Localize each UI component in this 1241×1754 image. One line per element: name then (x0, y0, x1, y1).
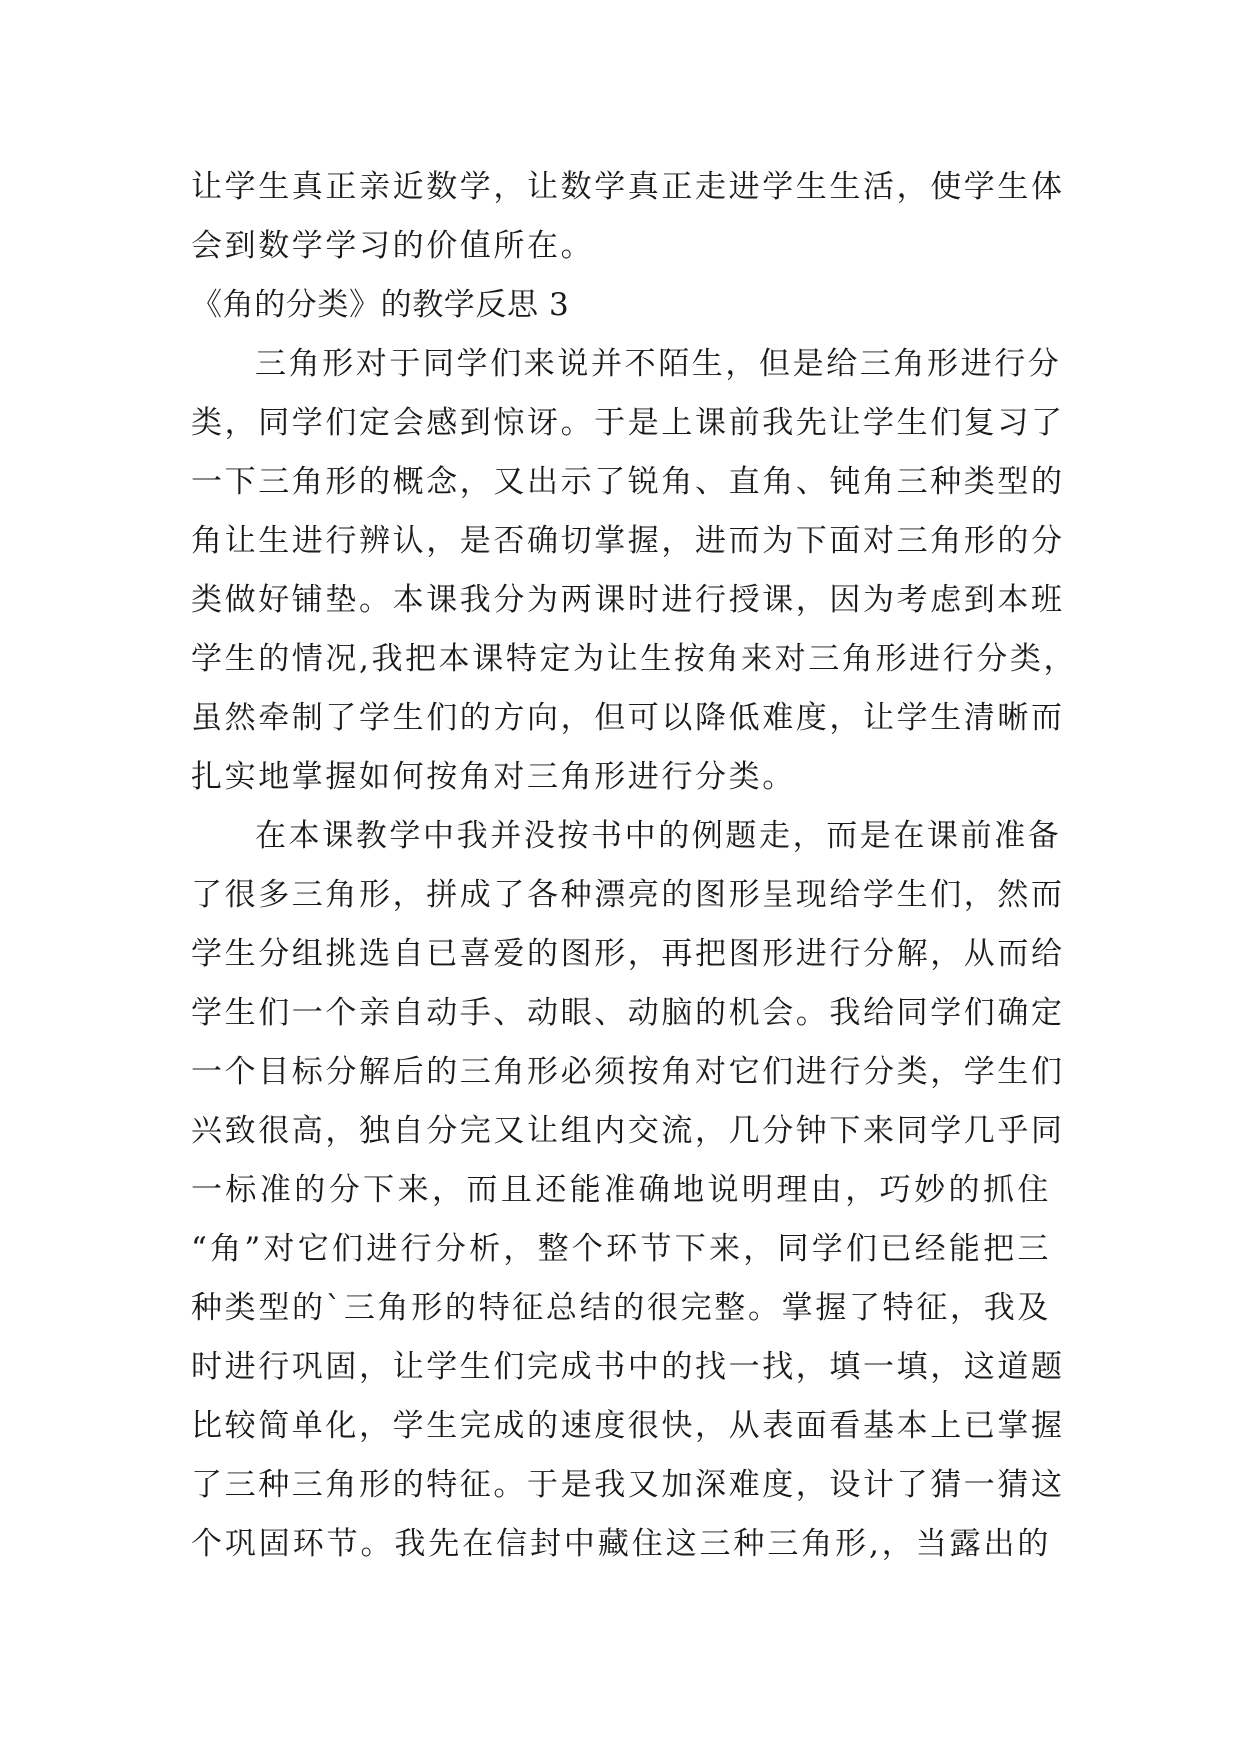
text-line: 了很多三角形，拼成了各种漂亮的图形呈现给学生们，然而 (191, 877, 1065, 913)
text-line: 虽然牵制了学生们的方向，但可以降低难度，让学生清晰而 (191, 700, 1065, 736)
text-line: 扎实地掌握如何按角对三角形进行分类。 (191, 759, 796, 795)
paragraph-first-line: 在本课教学中我并没按书中的例题走，而是在课前准备 (255, 818, 1062, 854)
text-line: 兴致很高，独自分完又让组内交流，几分钟下来同学几乎同 (191, 1113, 1065, 1149)
paragraph-first-line: 三角形对于同学们来说并不陌生，但是给三角形进行分 (255, 346, 1062, 382)
text-line: 类，同学们定会感到惊讶。于是上课前我先让学生们复习了 (191, 405, 1065, 441)
text-line: 类做好铺垫。本课我分为两课时进行授课，因为考虑到本班 (191, 582, 1065, 618)
text-line: 种类型的`三角形的特征总结的很完整。掌握了特征，我及 (191, 1290, 1051, 1326)
text-line: 学生分组挑选自已喜爱的图形，再把图形进行分解，从而给 (191, 936, 1065, 972)
text-line: “角”对它们进行分析，整个环节下来，同学们已经能把三 (191, 1231, 1051, 1267)
document-body (191, 158, 1078, 1574)
text-line: 比较简单化，学生完成的速度很快，从表面看基本上已掌握 (191, 1408, 1065, 1444)
text-line: 会到数学学习的价值所在。 (191, 228, 595, 264)
text-line: 角让生进行辨认，是否确切掌握，进而为下面对三角形的分 (191, 523, 1065, 559)
text-line: 个巩固环节。我先在信封中藏住这三种三角形,，当露出的 (191, 1526, 1051, 1562)
section-heading: 《角的分类》的教学反思 3 (191, 287, 570, 323)
text-line: 学生的情况,我把本课特定为让生按角来对三角形进行分类， (191, 641, 1078, 677)
text-line: 一个目标分解后的三角形必须按角对它们进行分类，学生们 (191, 1054, 1065, 1090)
text-line: 时进行巩固，让学生们完成书中的找一找，填一填，这道题 (191, 1349, 1065, 1385)
text-line: 了三种三角形的特征。于是我又加深难度，设计了猜一猜这 (191, 1467, 1065, 1503)
text-line: 一下三角形的概念，又出示了锐角、直角、钝角三种类型的 (191, 464, 1065, 500)
text-line: 让学生真正亲近数学，让数学真正走进学生生活，使学生体 (191, 169, 1065, 205)
text-line: 一标准的分下来，而且还能准确地说明理由，巧妙的抓住 (191, 1172, 1051, 1208)
text-line: 学生们一个亲自动手、动眼、动脑的机会。我给同学们确定 (191, 995, 1065, 1031)
